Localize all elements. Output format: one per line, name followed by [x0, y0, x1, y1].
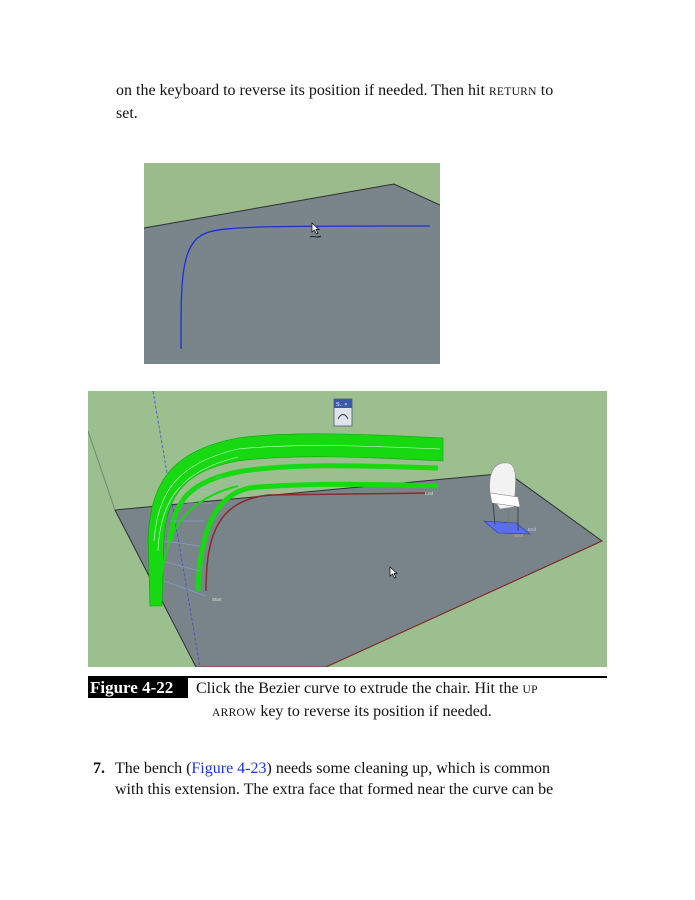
text-run: ) needs some cleaning up, which is common	[266, 760, 551, 777]
step-number: 7.	[93, 760, 105, 777]
toolbar-widget[interactable]	[334, 399, 352, 426]
paragraph-line-1	[116, 80, 616, 103]
figure-link[interactable]: Figure 4-23	[191, 760, 267, 777]
up-key-label: UP	[522, 684, 538, 696]
widget-title: S.. ×	[336, 402, 348, 408]
continuation-paragraph	[116, 80, 616, 124]
text-run: key to reverse its position if needed.	[256, 703, 492, 720]
text-run: on the keyboard to reverse its position if needed. Then hit	[116, 82, 489, 99]
return-key-label: RETURN	[488, 86, 537, 98]
step-line-1	[93, 758, 603, 779]
start-label-chair: Start	[514, 533, 524, 538]
text-run: Click the Bezier curve to extrude the chair. Hit the	[196, 680, 523, 697]
figure-caption	[196, 678, 596, 724]
bezier-curve-figure	[144, 163, 440, 364]
caption-line-1	[196, 678, 596, 701]
start-label: Start	[212, 597, 222, 602]
bench-extrude-figure	[88, 391, 607, 667]
arrow-key-label: ARROW	[212, 707, 257, 719]
paragraph-line-2: set.	[116, 105, 138, 122]
figure-label: Figure 4-22	[88, 677, 188, 698]
text-run: The bench (	[115, 760, 192, 777]
text-run: to	[536, 82, 554, 99]
end-label: End	[528, 527, 537, 532]
step-7	[93, 758, 603, 800]
end-label-bench: End	[425, 491, 434, 496]
caption-line-2	[196, 701, 596, 724]
step-line-2: with this extension. The extra face that formed near the curve can be	[115, 781, 554, 798]
